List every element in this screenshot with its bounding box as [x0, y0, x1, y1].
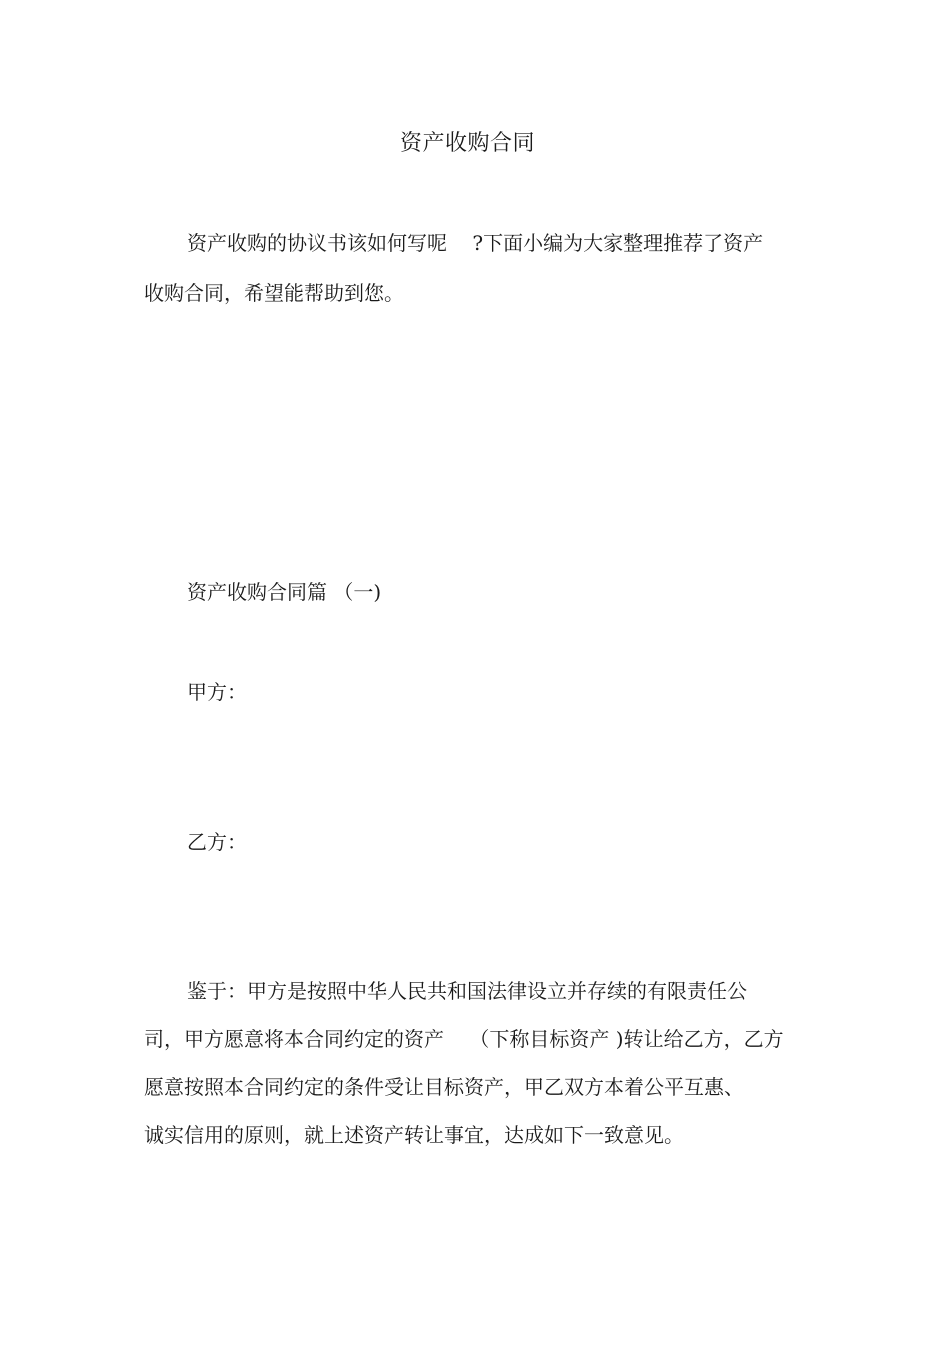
section-heading-text: 资产收购合同篇 （一) [187, 580, 382, 604]
whereas-paragraph [144, 967, 804, 1159]
intro-line-1: 资产收购的协议书该如何写呢 ?下面小编为大家整理推荐了资产 [187, 231, 764, 255]
party-a-field [144, 667, 804, 717]
whereas-line-1: 鉴于：甲方是按照中华人民共和国法律设立并存续的有限责任公 [187, 979, 747, 1003]
whereas-line-2: 司，甲方愿意将本合同约定的资产 （下称目标资产 )转让给乙方，乙方 [144, 1027, 784, 1051]
document-title: 资产收购合同 [399, 131, 535, 156]
party-a-label: 甲方： [187, 680, 247, 704]
intro-paragraph [144, 218, 804, 318]
whereas-line-4: 诚实信用的原则，就上述资产转让事宜，达成如下一致意见。 [144, 1123, 684, 1147]
intro-line-2: 收购合同，希望能帮助到您。 [144, 281, 404, 305]
party-b-label: 乙方： [187, 830, 247, 854]
party-b-field [144, 817, 804, 867]
section-heading [144, 567, 804, 617]
whereas-line-3: 愿意按照本合同约定的条件受让目标资产，甲乙双方本着公平互惠、 [144, 1075, 744, 1099]
